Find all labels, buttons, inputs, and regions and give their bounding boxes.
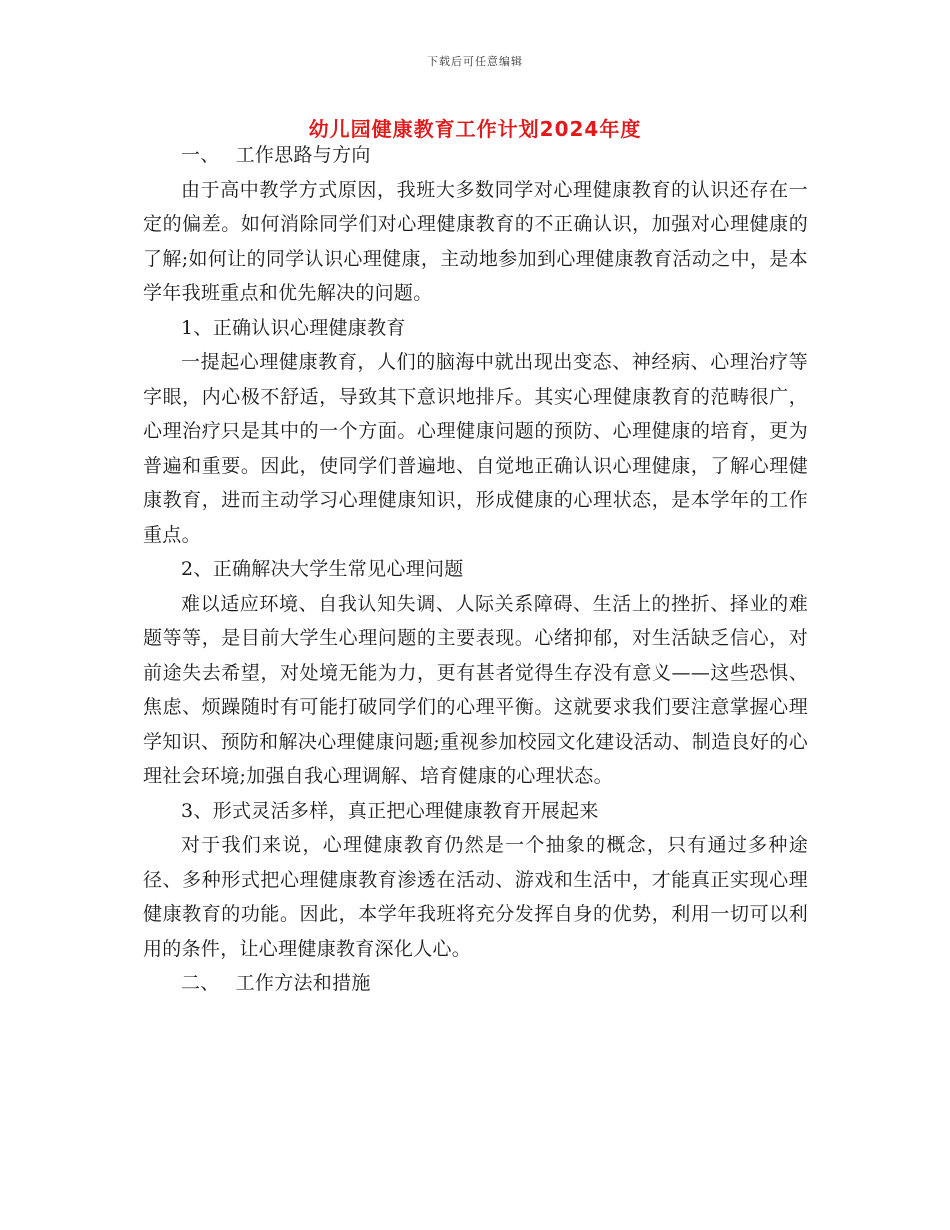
document-body [143, 138, 808, 1001]
section-number-1: 一、 [181, 144, 220, 166]
header-note: 下载后可任意编辑 [427, 55, 523, 68]
section-heading-1 [143, 138, 808, 173]
subsection-body-2: 难以适应环境、自我认知失调、人际关系障碍、生活上的挫折、择业的难题等等，是目前大学生心理问题的主要表现。心绪抑郁，对生活缺乏信心，对前途失去希望，对处境无能为力，更有甚者觉得生存没有意义——这些恐惧、焦虑、烦躁随时有可能打破同学们的心理平衡。这就要求我们要注意掌握心理学知识、预防和解决心理健康问题;重视参加校园文化建设活动、制造良好的心理社会环境;加强自我心理调解、培育健康的心理状态。 [143, 592, 808, 787]
page-title: 幼儿园健康教育工作计划2024年度 [308, 117, 642, 141]
section-heading-2 [143, 966, 808, 1001]
subsection-body-3: 对于我们来说，心理健康教育仍然是一个抽象的概念，只有通过多种途径、多种形式把心理健康教育渗透在活动、游戏和生活中，才能真正实现心理健康教育的功能。因此，本学年我班将充分发挥自身的优势，利用一切可以利用的条件，让心理健康教育深化人心。 [143, 834, 808, 960]
section-number-2: 二、 [181, 972, 220, 994]
subsection-heading-2: 2、正确解决大学生常见心理问题 [181, 558, 464, 580]
section-title-1: 工作思路与方向 [235, 144, 371, 166]
subsection-heading-3: 3、形式灵活多样，真正把心理健康教育开展起来 [181, 799, 599, 822]
subsection-body-1: 一提起心理健康教育，人们的脑海中就出现出变态、神经病、心理治疗等字眼，内心极不舒适，导致其下意识地排斥。其实心理健康教育的范畴很广，心理治疗只是其中的一个方面。心理健康问题的预防、心理健康的培育，更为普遍和重要。因此，使同学们普遍地、自觉地正确认识心理健康，了解心理健康教育，进而主动学习心理健康知识，形成健康的心理状态，是本学年的工作重点。 [143, 351, 808, 546]
section-1-intro: 由于高中教学方式原因，我班大多数同学对心理健康教育的认识还存在一定的偏差。如何消除同学们对心理健康教育的不正确认识，加强对心理健康的了解;如何让的同学认识心理健康，主动地参加到心理健康教育活动之中，是本学年我班重点和优先解决的问题。 [143, 178, 808, 304]
section-title-2: 工作方法和措施 [235, 972, 371, 994]
subsection-heading-1: 1、正确认识心理健康教育 [181, 316, 406, 339]
